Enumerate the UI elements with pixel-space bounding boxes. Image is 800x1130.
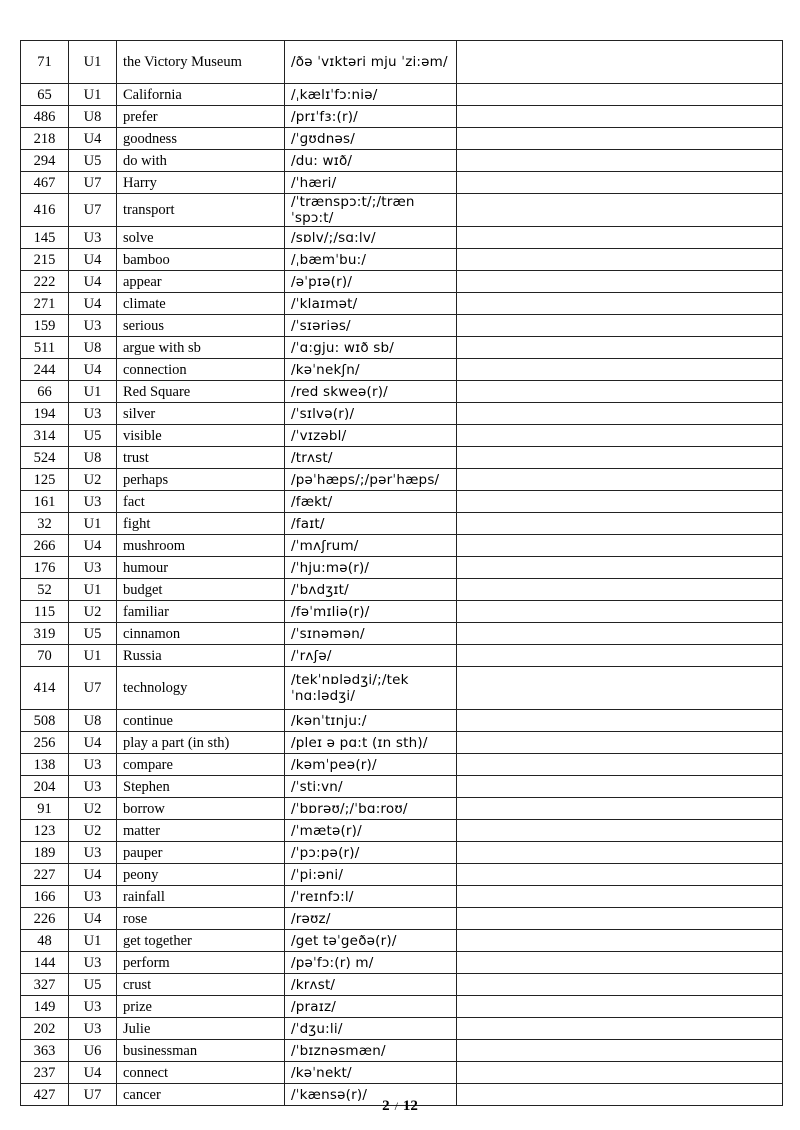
word-cell: humour: [117, 557, 285, 579]
unit-cell: U3: [69, 776, 117, 798]
unit-cell: U2: [69, 798, 117, 820]
blank-cell: [457, 513, 783, 535]
phonetic-cell: /praɪz/: [285, 996, 457, 1018]
table-row: [21, 930, 783, 952]
word-cell: solve: [117, 227, 285, 249]
phonetic-cell: /kəˈnekʃn/: [285, 359, 457, 381]
entry-number: 123: [21, 820, 69, 842]
blank-cell: [457, 1062, 783, 1084]
word-cell: goodness: [117, 128, 285, 150]
table-row: [21, 447, 783, 469]
table-row: [21, 150, 783, 172]
entry-number: 416: [21, 194, 69, 227]
blank-cell: [457, 557, 783, 579]
unit-cell: U1: [69, 930, 117, 952]
word-cell: crust: [117, 974, 285, 996]
phonetic-cell: /red skweə(r)/: [285, 381, 457, 403]
blank-cell: [457, 337, 783, 359]
word-cell: Stephen: [117, 776, 285, 798]
word-cell: familiar: [117, 601, 285, 623]
blank-cell: [457, 886, 783, 908]
blank-cell: [457, 106, 783, 128]
blank-cell: [457, 930, 783, 952]
entry-number: 237: [21, 1062, 69, 1084]
blank-cell: [457, 732, 783, 754]
entry-number: 266: [21, 535, 69, 557]
blank-cell: [457, 1040, 783, 1062]
phonetic-cell: /ˈbʌdʒɪt/: [285, 579, 457, 601]
unit-cell: U2: [69, 820, 117, 842]
entry-number: 294: [21, 150, 69, 172]
phonetic-cell: /ˈtrænspɔ:t/;/trænˈspɔ:t/: [285, 194, 457, 227]
table-row: [21, 842, 783, 864]
phonetic-cell: /du: wɪð/: [285, 150, 457, 172]
unit-cell: U4: [69, 908, 117, 930]
word-cell: technology: [117, 667, 285, 710]
phonetic-cell: /sɒlv/;/sɑ:lv/: [285, 227, 457, 249]
entry-number: 327: [21, 974, 69, 996]
table-row: [21, 996, 783, 1018]
table-row: [21, 754, 783, 776]
word-cell: Red Square: [117, 381, 285, 403]
table-row: [21, 864, 783, 886]
entry-number: 215: [21, 249, 69, 271]
table-row: [21, 194, 783, 227]
table-row: [21, 381, 783, 403]
word-cell: bamboo: [117, 249, 285, 271]
unit-cell: U3: [69, 996, 117, 1018]
unit-cell: U3: [69, 886, 117, 908]
word-cell: California: [117, 84, 285, 106]
entry-number: 511: [21, 337, 69, 359]
unit-cell: U4: [69, 128, 117, 150]
entry-number: 222: [21, 271, 69, 293]
word-cell: fight: [117, 513, 285, 535]
phonetic-cell: /ˈpi:əni/: [285, 864, 457, 886]
blank-cell: [457, 667, 783, 710]
entry-number: 91: [21, 798, 69, 820]
blank-cell: [457, 579, 783, 601]
unit-cell: U4: [69, 359, 117, 381]
phonetic-cell: /ˈmʌʃrum/: [285, 535, 457, 557]
word-cell: transport: [117, 194, 285, 227]
phonetic-cell: /ˌbæmˈbu:/: [285, 249, 457, 271]
entry-number: 52: [21, 579, 69, 601]
phonetic-cell: /get təˈgeðə(r)/: [285, 930, 457, 952]
entry-number: 149: [21, 996, 69, 1018]
blank-cell: [457, 447, 783, 469]
entry-number: 144: [21, 952, 69, 974]
vocabulary-table-body: [21, 41, 783, 1106]
phonetic-cell: /kəmˈpeə(r)/: [285, 754, 457, 776]
word-cell: rose: [117, 908, 285, 930]
unit-cell: U3: [69, 842, 117, 864]
blank-cell: [457, 842, 783, 864]
table-row: [21, 84, 783, 106]
word-cell: businessman: [117, 1040, 285, 1062]
table-row: [21, 601, 783, 623]
blank-cell: [457, 974, 783, 996]
blank-cell: [457, 535, 783, 557]
blank-cell: [457, 996, 783, 1018]
unit-cell: U3: [69, 403, 117, 425]
word-cell: compare: [117, 754, 285, 776]
blank-cell: [457, 403, 783, 425]
table-row: [21, 974, 783, 996]
unit-cell: U1: [69, 381, 117, 403]
unit-cell: U1: [69, 513, 117, 535]
blank-cell: [457, 128, 783, 150]
unit-cell: U5: [69, 974, 117, 996]
blank-cell: [457, 315, 783, 337]
entry-number: 166: [21, 886, 69, 908]
table-row: [21, 513, 783, 535]
table-row: [21, 227, 783, 249]
word-cell: cinnamon: [117, 623, 285, 645]
phonetic-cell: /ˈbɒrəʊ/;/ˈbɑ:roʊ/: [285, 798, 457, 820]
unit-cell: U3: [69, 557, 117, 579]
blank-cell: [457, 864, 783, 886]
blank-cell: [457, 150, 783, 172]
word-cell: appear: [117, 271, 285, 293]
unit-cell: U8: [69, 710, 117, 732]
entry-number: 115: [21, 601, 69, 623]
phonetic-cell: /ˈklaɪmət/: [285, 293, 457, 315]
vocabulary-table: [20, 40, 783, 1106]
phonetic-cell: /ˈpɔ:pə(r)/: [285, 842, 457, 864]
blank-cell: [457, 710, 783, 732]
word-cell: argue with sb: [117, 337, 285, 359]
entry-number: 161: [21, 491, 69, 513]
table-row: [21, 315, 783, 337]
phonetic-cell: /ˈmætə(r)/: [285, 820, 457, 842]
table-row: [21, 41, 783, 84]
phonetic-cell: /ðə ˈvɪktəri mju ˈzi:əm/: [285, 41, 457, 84]
unit-cell: U4: [69, 732, 117, 754]
entry-number: 227: [21, 864, 69, 886]
table-row: [21, 952, 783, 974]
table-row: [21, 425, 783, 447]
word-cell: connect: [117, 1062, 285, 1084]
table-row: [21, 1062, 783, 1084]
table-row: [21, 579, 783, 601]
unit-cell: U3: [69, 491, 117, 513]
table-row: [21, 908, 783, 930]
blank-cell: [457, 271, 783, 293]
table-row: [21, 271, 783, 293]
table-row: [21, 557, 783, 579]
unit-cell: U4: [69, 249, 117, 271]
word-cell: mushroom: [117, 535, 285, 557]
table-row: [21, 1040, 783, 1062]
word-cell: trust: [117, 447, 285, 469]
entry-number: 138: [21, 754, 69, 776]
table-row: [21, 403, 783, 425]
phonetic-cell: /trʌst/: [285, 447, 457, 469]
word-cell: prefer: [117, 106, 285, 128]
blank-cell: [457, 754, 783, 776]
table-row: [21, 535, 783, 557]
word-cell: continue: [117, 710, 285, 732]
word-cell: play a part (in sth): [117, 732, 285, 754]
phonetic-cell: /kəˈnekt/: [285, 1062, 457, 1084]
word-cell: borrow: [117, 798, 285, 820]
phonetic-cell: /pəˈfɔ:(r) m/: [285, 952, 457, 974]
entry-number: 66: [21, 381, 69, 403]
phonetic-cell: /ˈhæri/: [285, 172, 457, 194]
entry-number: 125: [21, 469, 69, 491]
table-row: [21, 886, 783, 908]
blank-cell: [457, 172, 783, 194]
table-row: [21, 798, 783, 820]
entry-number: 218: [21, 128, 69, 150]
word-cell: Julie: [117, 1018, 285, 1040]
entry-number: 226: [21, 908, 69, 930]
page-total: 12: [402, 1098, 418, 1114]
unit-cell: U1: [69, 41, 117, 84]
unit-cell: U4: [69, 535, 117, 557]
unit-cell: U7: [69, 194, 117, 227]
page-footer: [0, 1098, 800, 1115]
blank-cell: [457, 249, 783, 271]
phonetic-cell: /ˈsɪlvə(r)/: [285, 403, 457, 425]
phonetic-cell: /ˈɡʊdnəs/: [285, 128, 457, 150]
unit-cell: U1: [69, 84, 117, 106]
page-separator: /: [394, 1099, 398, 1113]
table-row: [21, 776, 783, 798]
entry-number: 70: [21, 645, 69, 667]
phonetic-cell: /kənˈtɪnju:/: [285, 710, 457, 732]
phonetic-cell: /ˌkælɪˈfɔ:niə/: [285, 84, 457, 106]
table-row: [21, 491, 783, 513]
table-row: [21, 820, 783, 842]
entry-number: 427: [21, 1084, 69, 1106]
entry-number: 508: [21, 710, 69, 732]
unit-cell: U2: [69, 469, 117, 491]
phonetic-cell: /pleɪ ə pɑ:t (ɪn sth)/: [285, 732, 457, 754]
word-cell: the Victory Museum: [117, 41, 285, 84]
blank-cell: [457, 227, 783, 249]
word-cell: get together: [117, 930, 285, 952]
phonetic-cell: /pəˈhæps/;/pərˈhæps/: [285, 469, 457, 491]
blank-cell: [457, 952, 783, 974]
entry-number: 486: [21, 106, 69, 128]
unit-cell: U5: [69, 150, 117, 172]
blank-cell: [457, 293, 783, 315]
phonetic-cell: /ˈdʒu:li/: [285, 1018, 457, 1040]
page-number: 2: [382, 1098, 390, 1114]
entry-number: 145: [21, 227, 69, 249]
unit-cell: U5: [69, 623, 117, 645]
unit-cell: U6: [69, 1040, 117, 1062]
unit-cell: U4: [69, 1062, 117, 1084]
entry-number: 194: [21, 403, 69, 425]
word-cell: Russia: [117, 645, 285, 667]
unit-cell: U8: [69, 447, 117, 469]
table-row: [21, 106, 783, 128]
entry-number: 189: [21, 842, 69, 864]
word-cell: climate: [117, 293, 285, 315]
word-cell: peony: [117, 864, 285, 886]
table-row: [21, 172, 783, 194]
phonetic-cell: /ˈkænsə(r)/: [285, 1084, 457, 1106]
word-cell: serious: [117, 315, 285, 337]
phonetic-cell: /ˈsɪəriəs/: [285, 315, 457, 337]
blank-cell: [457, 623, 783, 645]
unit-cell: U5: [69, 425, 117, 447]
entry-number: 202: [21, 1018, 69, 1040]
blank-cell: [457, 1018, 783, 1040]
unit-cell: U1: [69, 579, 117, 601]
word-cell: fact: [117, 491, 285, 513]
unit-cell: U1: [69, 645, 117, 667]
unit-cell: U8: [69, 337, 117, 359]
word-cell: visible: [117, 425, 285, 447]
phonetic-cell: /faɪt/: [285, 513, 457, 535]
blank-cell: [457, 359, 783, 381]
unit-cell: U4: [69, 864, 117, 886]
unit-cell: U4: [69, 271, 117, 293]
table-row: [21, 667, 783, 710]
unit-cell: U3: [69, 227, 117, 249]
entry-number: 314: [21, 425, 69, 447]
word-cell: connection: [117, 359, 285, 381]
entry-number: 204: [21, 776, 69, 798]
word-cell: cancer: [117, 1084, 285, 1106]
blank-cell: [457, 908, 783, 930]
table-row: [21, 337, 783, 359]
entry-number: 65: [21, 84, 69, 106]
blank-cell: [457, 601, 783, 623]
word-cell: perhaps: [117, 469, 285, 491]
blank-cell: [457, 425, 783, 447]
blank-cell: [457, 645, 783, 667]
phonetic-cell: /ˈɑ:gju: wɪð sb/: [285, 337, 457, 359]
phonetic-cell: /tekˈnɒlədʒi/;/tek ˈnɑ:lədʒi/: [285, 667, 457, 710]
unit-cell: U8: [69, 106, 117, 128]
blank-cell: [457, 776, 783, 798]
entry-number: 244: [21, 359, 69, 381]
phonetic-cell: /ˈreɪnfɔ:l/: [285, 886, 457, 908]
entry-number: 319: [21, 623, 69, 645]
phonetic-cell: /ˈbɪznəsmæn/: [285, 1040, 457, 1062]
blank-cell: [457, 491, 783, 513]
phonetic-cell: /ˈvɪzəbl/: [285, 425, 457, 447]
entry-number: 159: [21, 315, 69, 337]
table-row: [21, 249, 783, 271]
entry-number: 256: [21, 732, 69, 754]
word-cell: Harry: [117, 172, 285, 194]
blank-cell: [457, 194, 783, 227]
table-row: [21, 359, 783, 381]
table-row: [21, 710, 783, 732]
unit-cell: U7: [69, 667, 117, 710]
phonetic-cell: /ˈhju:mə(r)/: [285, 557, 457, 579]
phonetic-cell: /fækt/: [285, 491, 457, 513]
entry-number: 414: [21, 667, 69, 710]
entry-number: 271: [21, 293, 69, 315]
table-row: [21, 293, 783, 315]
word-cell: rainfall: [117, 886, 285, 908]
phonetic-cell: /fəˈmɪliə(r)/: [285, 601, 457, 623]
phonetic-cell: /ˈsti:vn/: [285, 776, 457, 798]
unit-cell: U3: [69, 315, 117, 337]
word-cell: prize: [117, 996, 285, 1018]
blank-cell: [457, 820, 783, 842]
phonetic-cell: /ˈrʌʃə/: [285, 645, 457, 667]
entry-number: 363: [21, 1040, 69, 1062]
blank-cell: [457, 41, 783, 84]
entry-number: 467: [21, 172, 69, 194]
entry-number: 32: [21, 513, 69, 535]
entry-number: 176: [21, 557, 69, 579]
phonetic-cell: /əˈpɪə(r)/: [285, 271, 457, 293]
word-cell: budget: [117, 579, 285, 601]
blank-cell: [457, 469, 783, 491]
table-row: [21, 1018, 783, 1040]
word-cell: do with: [117, 150, 285, 172]
entry-number: 71: [21, 41, 69, 84]
unit-cell: U4: [69, 293, 117, 315]
blank-cell: [457, 798, 783, 820]
unit-cell: U2: [69, 601, 117, 623]
unit-cell: U7: [69, 1084, 117, 1106]
word-cell: perform: [117, 952, 285, 974]
phonetic-cell: /ˈsɪnəmən/: [285, 623, 457, 645]
blank-cell: [457, 381, 783, 403]
phonetic-cell: /prɪˈfɜ:(r)/: [285, 106, 457, 128]
phonetic-cell: /rəʊz/: [285, 908, 457, 930]
unit-cell: U7: [69, 172, 117, 194]
unit-cell: U3: [69, 952, 117, 974]
table-row: [21, 469, 783, 491]
word-cell: matter: [117, 820, 285, 842]
entry-number: 524: [21, 447, 69, 469]
word-cell: silver: [117, 403, 285, 425]
table-row: [21, 128, 783, 150]
unit-cell: U3: [69, 754, 117, 776]
word-cell: pauper: [117, 842, 285, 864]
table-row: [21, 623, 783, 645]
blank-cell: [457, 84, 783, 106]
unit-cell: U3: [69, 1018, 117, 1040]
entry-number: 48: [21, 930, 69, 952]
table-row: [21, 732, 783, 754]
phonetic-cell: /krʌst/: [285, 974, 457, 996]
table-row: [21, 645, 783, 667]
